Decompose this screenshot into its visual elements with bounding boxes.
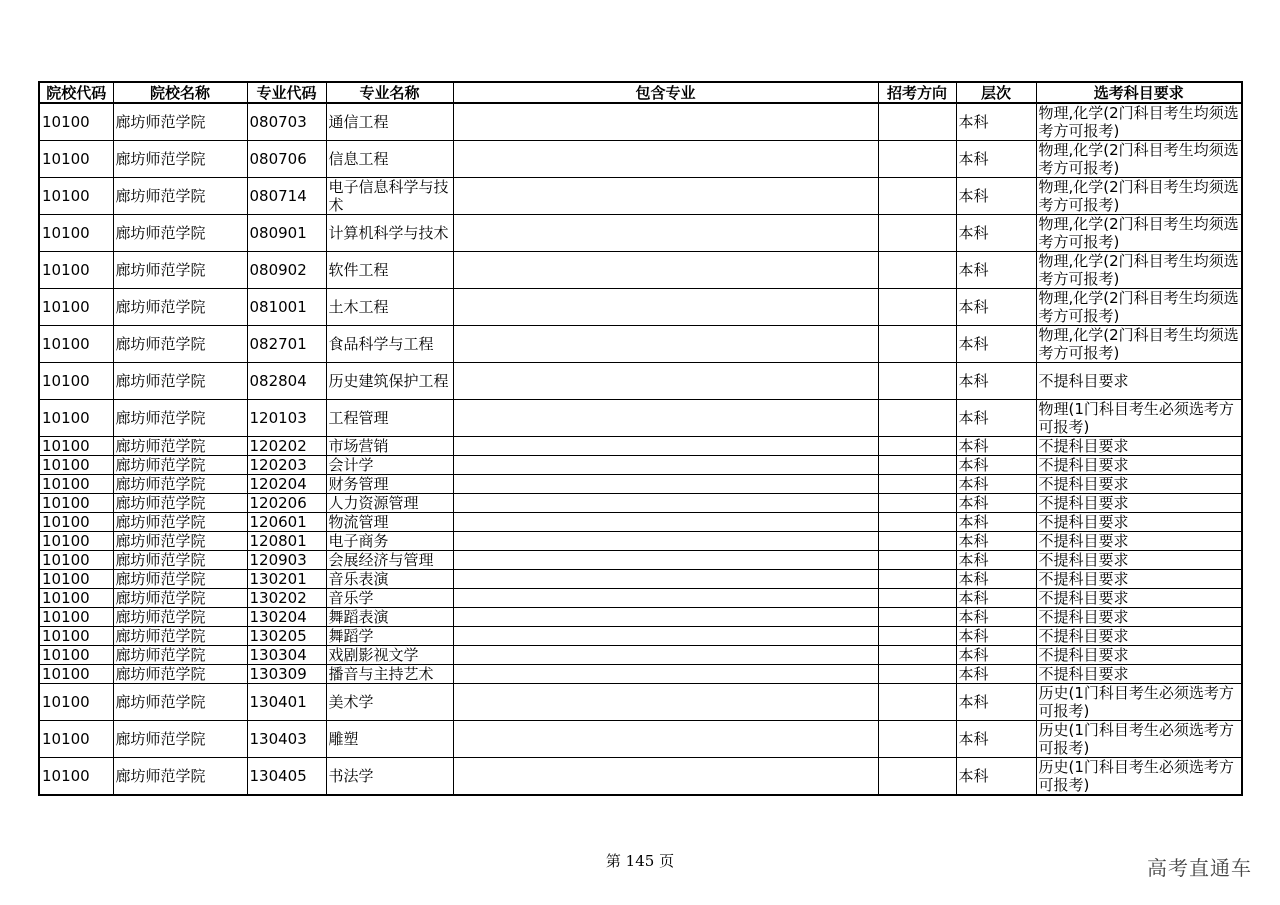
cell-major-name: 会计学 bbox=[326, 456, 453, 475]
cell-level: 本科 bbox=[956, 589, 1036, 608]
cell-included-majors bbox=[453, 437, 878, 456]
cell-school-name: 廊坊师范学院 bbox=[113, 721, 247, 758]
table-row bbox=[39, 758, 1242, 796]
cell-included-majors bbox=[453, 400, 878, 437]
cell-level: 本科 bbox=[956, 570, 1036, 589]
cell-direction bbox=[878, 178, 956, 215]
cell-major-code: 081001 bbox=[247, 289, 326, 326]
cell-direction bbox=[878, 437, 956, 456]
cell-major-code: 120206 bbox=[247, 494, 326, 513]
cell-school-name: 廊坊师范学院 bbox=[113, 252, 247, 289]
cell-major-name: 历史建筑保护工程 bbox=[326, 363, 453, 400]
cell-school-code: 10100 bbox=[39, 494, 113, 513]
cell-school-name: 廊坊师范学院 bbox=[113, 627, 247, 646]
cell-level: 本科 bbox=[956, 178, 1036, 215]
cell-major-code: 080706 bbox=[247, 141, 326, 178]
cell-direction bbox=[878, 252, 956, 289]
cell-major-code: 082701 bbox=[247, 326, 326, 363]
cell-major-name: 工程管理 bbox=[326, 400, 453, 437]
table-row bbox=[39, 665, 1242, 684]
cell-major-code: 130304 bbox=[247, 646, 326, 665]
table-row bbox=[39, 103, 1242, 141]
cell-requirement: 不提科目要求 bbox=[1036, 437, 1242, 456]
table-row bbox=[39, 721, 1242, 758]
cell-requirement: 不提科目要求 bbox=[1036, 608, 1242, 627]
cell-requirement: 不提科目要求 bbox=[1036, 570, 1242, 589]
cell-school-code: 10100 bbox=[39, 215, 113, 252]
cell-direction bbox=[878, 103, 956, 141]
cell-requirement: 物理(1门科目考生必须选考方可报考) bbox=[1036, 400, 1242, 437]
cell-major-code: 130204 bbox=[247, 608, 326, 627]
cell-included-majors bbox=[453, 551, 878, 570]
cell-major-name: 音乐学 bbox=[326, 589, 453, 608]
table-row bbox=[39, 646, 1242, 665]
header-included-majors: 包含专业 bbox=[453, 82, 878, 103]
cell-direction bbox=[878, 589, 956, 608]
cell-direction bbox=[878, 326, 956, 363]
header-major-name: 专业名称 bbox=[326, 82, 453, 103]
table-row bbox=[39, 215, 1242, 252]
cell-school-code: 10100 bbox=[39, 178, 113, 215]
cell-level: 本科 bbox=[956, 608, 1036, 627]
cell-school-name: 廊坊师范学院 bbox=[113, 326, 247, 363]
cell-school-code: 10100 bbox=[39, 437, 113, 456]
cell-major-code: 120903 bbox=[247, 551, 326, 570]
cell-direction bbox=[878, 627, 956, 646]
cell-major-code: 120202 bbox=[247, 437, 326, 456]
cell-school-name: 廊坊师范学院 bbox=[113, 684, 247, 721]
cell-school-code: 10100 bbox=[39, 532, 113, 551]
cell-school-name: 廊坊师范学院 bbox=[113, 400, 247, 437]
cell-requirement: 不提科目要求 bbox=[1036, 475, 1242, 494]
cell-major-name: 人力资源管理 bbox=[326, 494, 453, 513]
cell-requirement: 物理,化学(2门科目考生均须选考方可报考) bbox=[1036, 289, 1242, 326]
cell-requirement: 物理,化学(2门科目考生均须选考方可报考) bbox=[1036, 141, 1242, 178]
cell-requirement: 物理,化学(2门科目考生均须选考方可报考) bbox=[1036, 103, 1242, 141]
cell-direction bbox=[878, 363, 956, 400]
cell-included-majors bbox=[453, 665, 878, 684]
cell-level: 本科 bbox=[956, 758, 1036, 796]
cell-school-code: 10100 bbox=[39, 252, 113, 289]
cell-included-majors bbox=[453, 363, 878, 400]
table-row bbox=[39, 326, 1242, 363]
cell-included-majors bbox=[453, 289, 878, 326]
cell-level: 本科 bbox=[956, 400, 1036, 437]
cell-major-name: 财务管理 bbox=[326, 475, 453, 494]
cell-included-majors bbox=[453, 758, 878, 796]
cell-school-code: 10100 bbox=[39, 570, 113, 589]
table-header-row bbox=[39, 82, 1242, 103]
cell-level: 本科 bbox=[956, 646, 1036, 665]
cell-major-code: 120103 bbox=[247, 400, 326, 437]
cell-direction bbox=[878, 758, 956, 796]
cell-school-code: 10100 bbox=[39, 456, 113, 475]
cell-included-majors bbox=[453, 326, 878, 363]
cell-major-name: 土木工程 bbox=[326, 289, 453, 326]
cell-major-name: 计算机科学与技术 bbox=[326, 215, 453, 252]
cell-direction bbox=[878, 646, 956, 665]
header-direction: 招考方向 bbox=[878, 82, 956, 103]
cell-major-name: 美术学 bbox=[326, 684, 453, 721]
header-requirement: 选考科目要求 bbox=[1036, 82, 1242, 103]
cell-requirement: 历史(1门科目考生必须选考方可报考) bbox=[1036, 684, 1242, 721]
cell-school-name: 廊坊师范学院 bbox=[113, 532, 247, 551]
cell-requirement: 不提科目要求 bbox=[1036, 646, 1242, 665]
cell-direction bbox=[878, 684, 956, 721]
cell-included-majors bbox=[453, 684, 878, 721]
cell-direction bbox=[878, 289, 956, 326]
cell-included-majors bbox=[453, 608, 878, 627]
cell-level: 本科 bbox=[956, 141, 1036, 178]
cell-level: 本科 bbox=[956, 103, 1036, 141]
table-row bbox=[39, 513, 1242, 532]
table-row bbox=[39, 608, 1242, 627]
cell-level: 本科 bbox=[956, 721, 1036, 758]
cell-major-code: 130405 bbox=[247, 758, 326, 796]
header-school-name: 院校名称 bbox=[113, 82, 247, 103]
table-row bbox=[39, 437, 1242, 456]
cell-major-code: 082804 bbox=[247, 363, 326, 400]
cell-major-code: 130401 bbox=[247, 684, 326, 721]
cell-level: 本科 bbox=[956, 475, 1036, 494]
cell-included-majors bbox=[453, 646, 878, 665]
cell-school-code: 10100 bbox=[39, 665, 113, 684]
table-row bbox=[39, 475, 1242, 494]
cell-requirement: 不提科目要求 bbox=[1036, 513, 1242, 532]
cell-school-name: 廊坊师范学院 bbox=[113, 363, 247, 400]
cell-major-name: 信息工程 bbox=[326, 141, 453, 178]
cell-school-code: 10100 bbox=[39, 627, 113, 646]
cell-requirement: 不提科目要求 bbox=[1036, 589, 1242, 608]
cell-included-majors bbox=[453, 103, 878, 141]
cell-major-code: 080902 bbox=[247, 252, 326, 289]
cell-school-code: 10100 bbox=[39, 475, 113, 494]
cell-school-code: 10100 bbox=[39, 551, 113, 570]
cell-school-code: 10100 bbox=[39, 721, 113, 758]
cell-school-code: 10100 bbox=[39, 363, 113, 400]
cell-school-name: 廊坊师范学院 bbox=[113, 103, 247, 141]
header-school-code: 院校代码 bbox=[39, 82, 113, 103]
table-row bbox=[39, 494, 1242, 513]
cell-major-name: 音乐表演 bbox=[326, 570, 453, 589]
cell-included-majors bbox=[453, 178, 878, 215]
cell-school-code: 10100 bbox=[39, 608, 113, 627]
cell-direction bbox=[878, 665, 956, 684]
cell-major-code: 130205 bbox=[247, 627, 326, 646]
cell-major-name: 播音与主持艺术 bbox=[326, 665, 453, 684]
cell-level: 本科 bbox=[956, 665, 1036, 684]
cell-level: 本科 bbox=[956, 326, 1036, 363]
cell-level: 本科 bbox=[956, 456, 1036, 475]
cell-requirement: 历史(1门科目考生必须选考方可报考) bbox=[1036, 721, 1242, 758]
cell-school-name: 廊坊师范学院 bbox=[113, 475, 247, 494]
cell-direction bbox=[878, 551, 956, 570]
cell-included-majors bbox=[453, 721, 878, 758]
table-row bbox=[39, 551, 1242, 570]
cell-requirement: 物理,化学(2门科目考生均须选考方可报考) bbox=[1036, 252, 1242, 289]
cell-school-name: 廊坊师范学院 bbox=[113, 758, 247, 796]
cell-major-code: 130403 bbox=[247, 721, 326, 758]
cell-major-code: 080714 bbox=[247, 178, 326, 215]
cell-major-name: 书法学 bbox=[326, 758, 453, 796]
cell-school-code: 10100 bbox=[39, 589, 113, 608]
table-row bbox=[39, 252, 1242, 289]
cell-direction bbox=[878, 475, 956, 494]
cell-major-name: 舞蹈表演 bbox=[326, 608, 453, 627]
watermark: 高考直通车 bbox=[1147, 856, 1252, 880]
cell-major-code: 080703 bbox=[247, 103, 326, 141]
cell-included-majors bbox=[453, 141, 878, 178]
cell-school-code: 10100 bbox=[39, 684, 113, 721]
table-row bbox=[39, 400, 1242, 437]
cell-school-name: 廊坊师范学院 bbox=[113, 513, 247, 532]
table-row bbox=[39, 532, 1242, 551]
cell-major-code: 120601 bbox=[247, 513, 326, 532]
cell-level: 本科 bbox=[956, 363, 1036, 400]
table-row bbox=[39, 589, 1242, 608]
table-row bbox=[39, 141, 1242, 178]
cell-included-majors bbox=[453, 570, 878, 589]
cell-major-name: 舞蹈学 bbox=[326, 627, 453, 646]
cell-school-code: 10100 bbox=[39, 289, 113, 326]
cell-school-name: 廊坊师范学院 bbox=[113, 608, 247, 627]
cell-major-code: 080901 bbox=[247, 215, 326, 252]
cell-included-majors bbox=[453, 494, 878, 513]
cell-major-code: 130201 bbox=[247, 570, 326, 589]
cell-requirement: 物理,化学(2门科目考生均须选考方可报考) bbox=[1036, 215, 1242, 252]
table-row bbox=[39, 684, 1242, 721]
cell-direction bbox=[878, 494, 956, 513]
cell-requirement: 不提科目要求 bbox=[1036, 363, 1242, 400]
cell-included-majors bbox=[453, 589, 878, 608]
cell-requirement: 物理,化学(2门科目考生均须选考方可报考) bbox=[1036, 326, 1242, 363]
cell-school-name: 廊坊师范学院 bbox=[113, 178, 247, 215]
cell-level: 本科 bbox=[956, 532, 1036, 551]
cell-requirement: 不提科目要求 bbox=[1036, 532, 1242, 551]
cell-direction bbox=[878, 400, 956, 437]
cell-included-majors bbox=[453, 532, 878, 551]
cell-level: 本科 bbox=[956, 627, 1036, 646]
cell-school-name: 廊坊师范学院 bbox=[113, 665, 247, 684]
cell-major-name: 戏剧影视文学 bbox=[326, 646, 453, 665]
page-number: 第 145 页 bbox=[605, 852, 675, 870]
cell-direction bbox=[878, 215, 956, 252]
cell-major-name: 食品科学与工程 bbox=[326, 326, 453, 363]
table-row bbox=[39, 570, 1242, 589]
cell-school-name: 廊坊师范学院 bbox=[113, 215, 247, 252]
cell-school-name: 廊坊师范学院 bbox=[113, 456, 247, 475]
cell-school-name: 廊坊师范学院 bbox=[113, 646, 247, 665]
cell-school-name: 廊坊师范学院 bbox=[113, 437, 247, 456]
cell-level: 本科 bbox=[956, 551, 1036, 570]
cell-level: 本科 bbox=[956, 513, 1036, 532]
cell-requirement: 不提科目要求 bbox=[1036, 551, 1242, 570]
cell-major-name: 通信工程 bbox=[326, 103, 453, 141]
cell-school-code: 10100 bbox=[39, 400, 113, 437]
cell-major-code: 130202 bbox=[247, 589, 326, 608]
table-row bbox=[39, 456, 1242, 475]
cell-direction bbox=[878, 513, 956, 532]
table-row bbox=[39, 363, 1242, 400]
cell-direction bbox=[878, 141, 956, 178]
cell-major-name: 物流管理 bbox=[326, 513, 453, 532]
cell-school-name: 廊坊师范学院 bbox=[113, 570, 247, 589]
cell-direction bbox=[878, 721, 956, 758]
table-row bbox=[39, 627, 1242, 646]
cell-major-name: 会展经济与管理 bbox=[326, 551, 453, 570]
cell-school-name: 廊坊师范学院 bbox=[113, 589, 247, 608]
cell-level: 本科 bbox=[956, 684, 1036, 721]
cell-school-name: 廊坊师范学院 bbox=[113, 141, 247, 178]
table-row bbox=[39, 289, 1242, 326]
cell-level: 本科 bbox=[956, 494, 1036, 513]
cell-school-code: 10100 bbox=[39, 646, 113, 665]
cell-school-name: 廊坊师范学院 bbox=[113, 494, 247, 513]
admission-table bbox=[38, 81, 1243, 796]
cell-requirement: 物理,化学(2门科目考生均须选考方可报考) bbox=[1036, 178, 1242, 215]
cell-requirement: 历史(1门科目考生必须选考方可报考) bbox=[1036, 758, 1242, 796]
cell-level: 本科 bbox=[956, 437, 1036, 456]
cell-school-code: 10100 bbox=[39, 103, 113, 141]
cell-school-code: 10100 bbox=[39, 326, 113, 363]
cell-level: 本科 bbox=[956, 252, 1036, 289]
cell-included-majors bbox=[453, 456, 878, 475]
header-major-code: 专业代码 bbox=[247, 82, 326, 103]
cell-major-code: 120801 bbox=[247, 532, 326, 551]
cell-major-name: 市场营销 bbox=[326, 437, 453, 456]
cell-requirement: 不提科目要求 bbox=[1036, 456, 1242, 475]
cell-included-majors bbox=[453, 252, 878, 289]
cell-school-code: 10100 bbox=[39, 141, 113, 178]
cell-school-code: 10100 bbox=[39, 513, 113, 532]
cell-level: 本科 bbox=[956, 289, 1036, 326]
cell-major-code: 120203 bbox=[247, 456, 326, 475]
cell-requirement: 不提科目要求 bbox=[1036, 494, 1242, 513]
header-level: 层次 bbox=[956, 82, 1036, 103]
cell-school-name: 廊坊师范学院 bbox=[113, 289, 247, 326]
cell-included-majors bbox=[453, 513, 878, 532]
cell-requirement: 不提科目要求 bbox=[1036, 627, 1242, 646]
cell-included-majors bbox=[453, 475, 878, 494]
cell-major-name: 软件工程 bbox=[326, 252, 453, 289]
cell-major-code: 130309 bbox=[247, 665, 326, 684]
cell-requirement: 不提科目要求 bbox=[1036, 665, 1242, 684]
cell-school-name: 廊坊师范学院 bbox=[113, 551, 247, 570]
cell-major-name: 电子商务 bbox=[326, 532, 453, 551]
cell-included-majors bbox=[453, 215, 878, 252]
cell-major-name: 雕塑 bbox=[326, 721, 453, 758]
cell-level: 本科 bbox=[956, 215, 1036, 252]
table-body bbox=[39, 103, 1242, 795]
cell-included-majors bbox=[453, 627, 878, 646]
cell-direction bbox=[878, 532, 956, 551]
cell-direction bbox=[878, 456, 956, 475]
cell-major-name: 电子信息科学与技术 bbox=[326, 178, 453, 215]
table-row bbox=[39, 178, 1242, 215]
cell-direction bbox=[878, 608, 956, 627]
cell-school-code: 10100 bbox=[39, 758, 113, 796]
cell-direction bbox=[878, 570, 956, 589]
cell-major-code: 120204 bbox=[247, 475, 326, 494]
